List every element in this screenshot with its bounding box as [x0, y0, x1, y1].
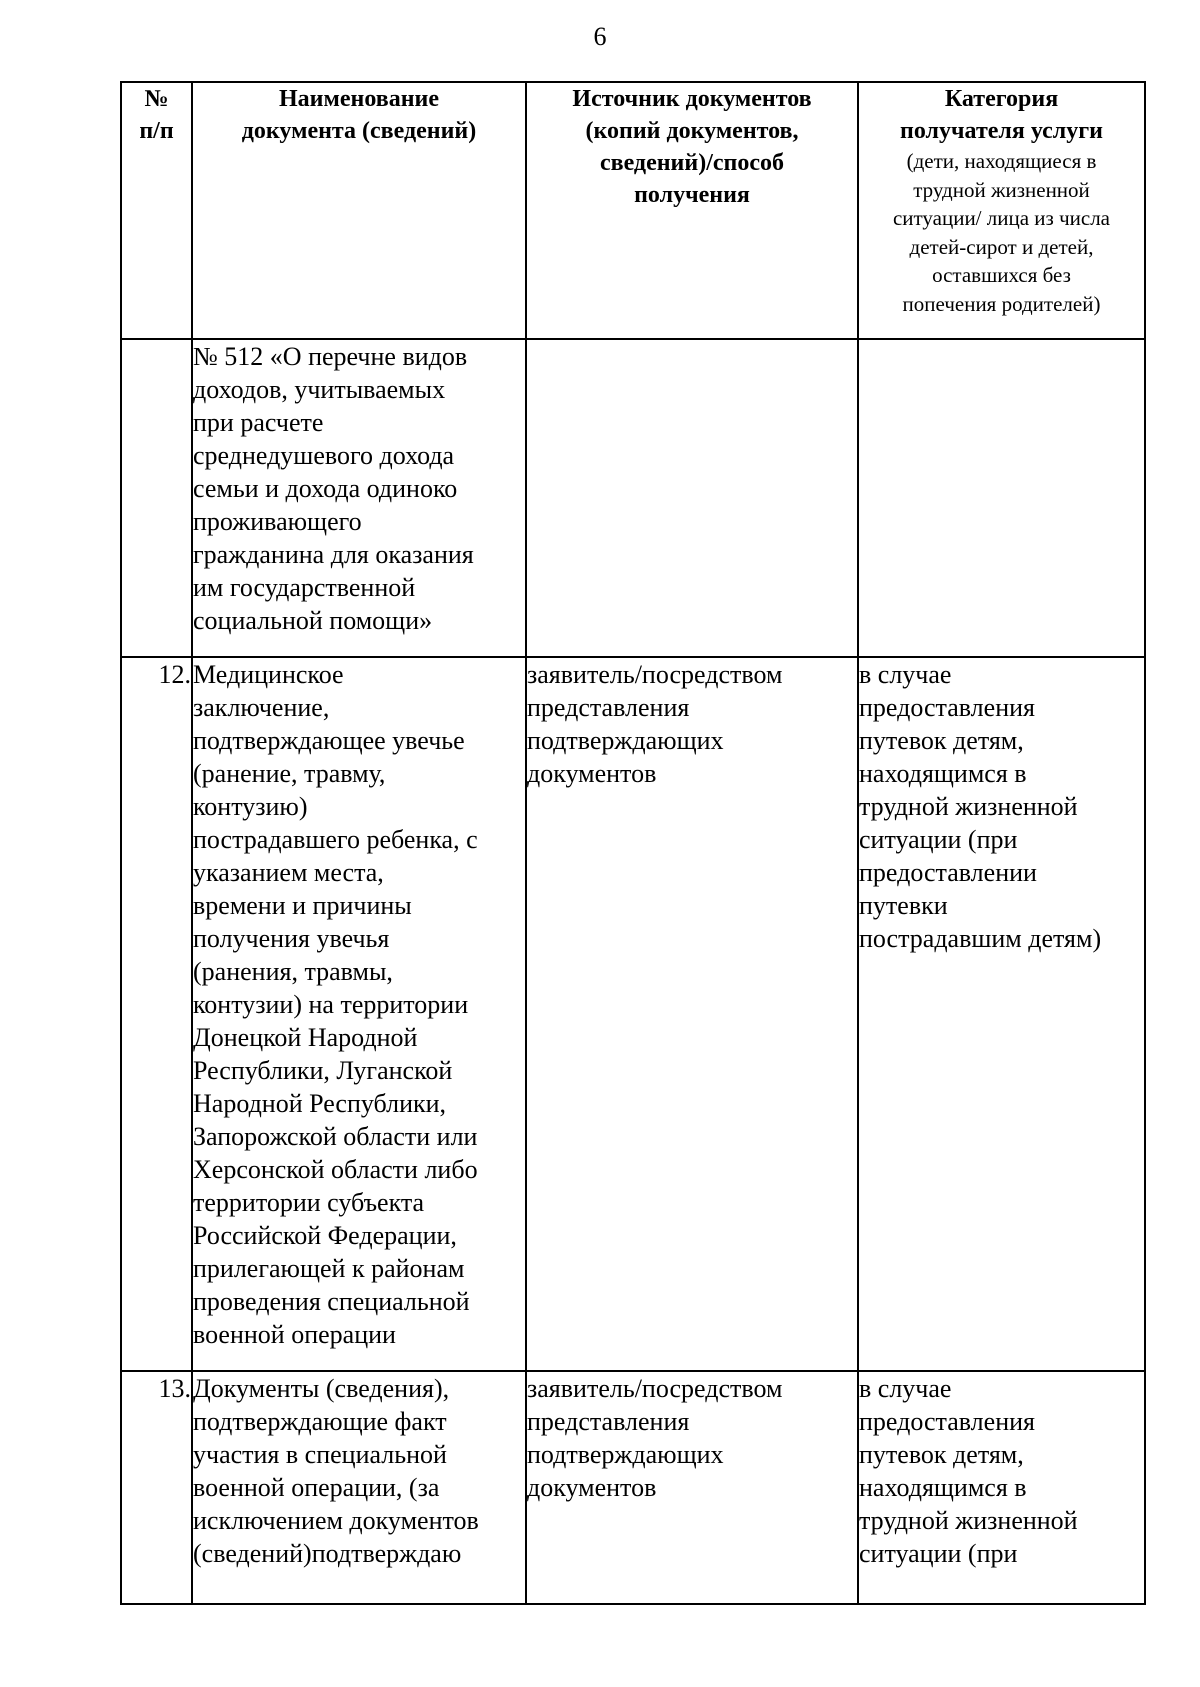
row-number-cell: 12.	[121, 657, 192, 1371]
header-category	[858, 82, 1145, 339]
header-number	[121, 82, 192, 339]
page-number: 6	[593, 22, 607, 51]
header-source	[526, 82, 858, 339]
row-category-cell: в случае предоставления путевок детям, находящимся в трудной жизненной ситуации (при предоставлении путевки пострадавшим детям)	[858, 657, 1145, 1371]
table-row	[121, 657, 1145, 1371]
row-category-cell	[858, 339, 1145, 657]
row-number-cell: 13.	[121, 1371, 192, 1604]
header-document-name-label: Наименование документа (сведений)	[241, 86, 477, 144]
table-row	[121, 1371, 1145, 1604]
row-document-name-cell: № 512 «О перечне видов доходов, учитываемых при расчете среднедушевого дохода семьи и дохода одиноко проживающего гражданина для оказания им государственной социальной помощи»	[192, 339, 526, 657]
documents-table	[120, 81, 1146, 1605]
header-document-name	[192, 82, 526, 339]
row-source-cell: заявитель/посредством представления подтверждающих документов	[526, 657, 858, 1371]
row-document-name-cell: Документы (сведения), подтверждающие факт участия в специальной военной операции, (за исключением документов (сведений)подтверждаю	[192, 1371, 526, 1604]
row-category-cell: в случае предоставления путевок детям, находящимся в трудной жизненной ситуации (при	[858, 1371, 1145, 1604]
table-row	[121, 339, 1145, 657]
row-document-name-cell: Медицинское заключение, подтверждающее увечье (ранение, травму, контузию) пострадавшего ребенка, с указанием места, времени и причины получения увечья (ранения, травмы, контузии) на территории Донецкой Народной Республики, Луганской Народной Республики, Запорожской области или Херсонской области либо территории субъекта Российской Федерации, прилегающей к районам проведения специальной военной операции	[192, 657, 526, 1371]
header-category-note: (дети, находящиеся в трудной жизненной ситуации/ лица из числа детей-сирот и детей, оставшихся без попечения родителей)	[892, 149, 1111, 316]
row-source-cell: заявитель/посредством представления подтверждающих документов	[526, 1371, 858, 1604]
header-number-label: № п/п	[139, 86, 174, 144]
header-source-label: Источник документов (копий документов, сведений)/способ получения	[572, 86, 812, 208]
table-header-row	[121, 82, 1145, 339]
row-number-cell	[121, 339, 192, 657]
row-source-cell	[526, 339, 858, 657]
header-category-label: Категория получателя услуги	[900, 86, 1103, 144]
